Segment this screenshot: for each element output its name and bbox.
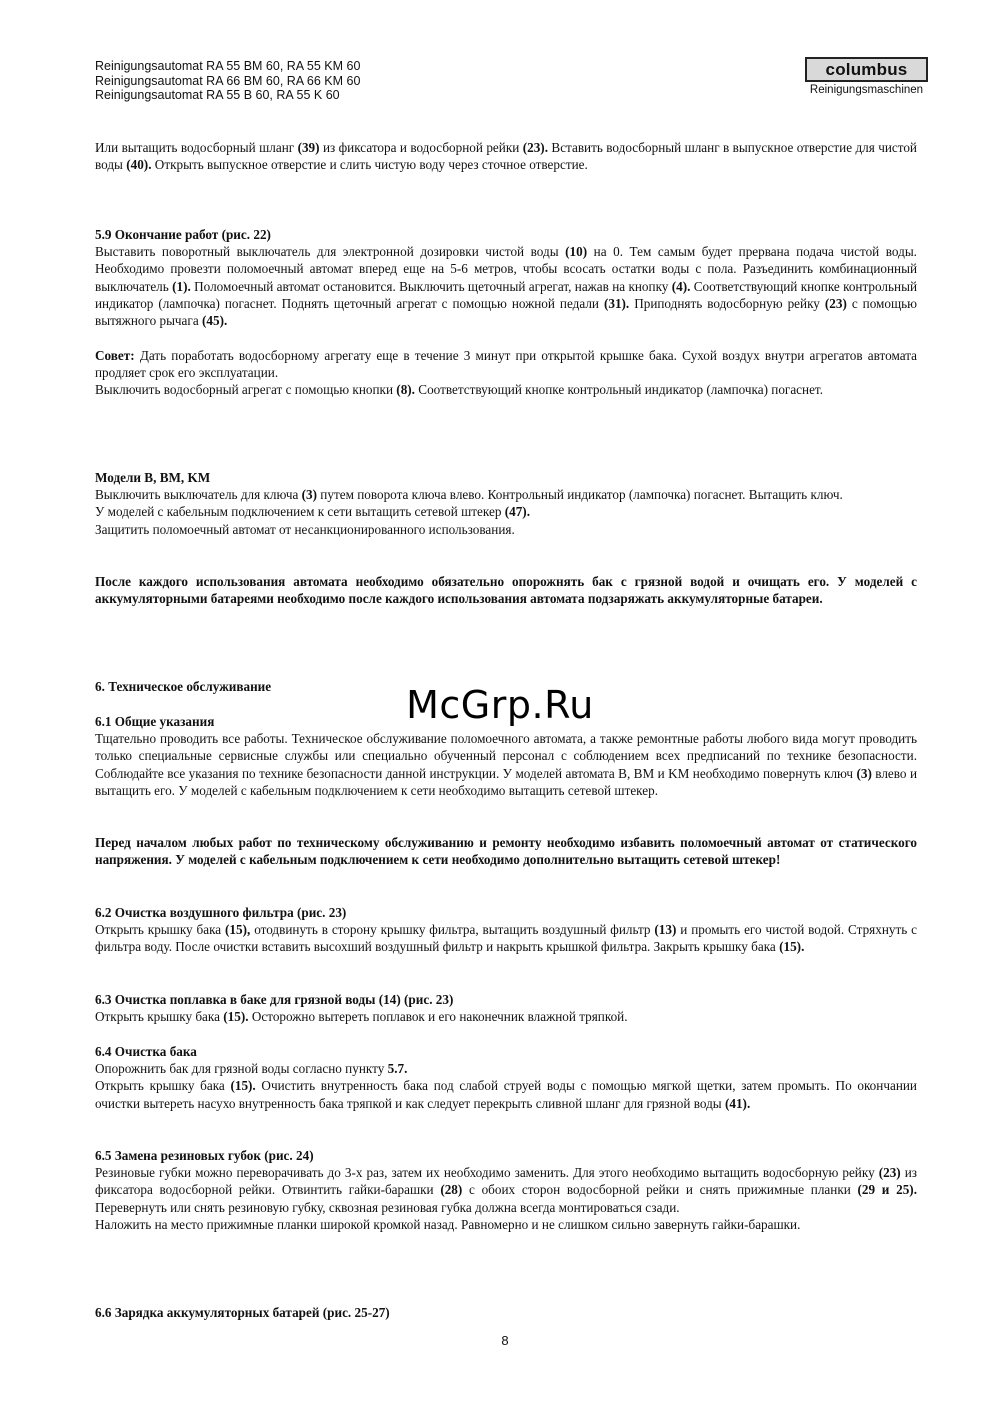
section-6-1-heading: 6.1 Общие указания — [95, 714, 215, 729]
section-6-3-heading: 6.3 Очистка поплавка в баке для грязной воды (14) (рис. 23) — [95, 992, 454, 1007]
document-header — [95, 59, 360, 103]
advice-block — [95, 347, 917, 399]
section-5-9-text: Выставить поворотный выключатель для электронной дозировки чистой воды (10) на 0. Тем самым будет прервана подача чистой воды. Необходимо провезти поломоечный автомат вперед еще на 5-6 метров, чтобы всосать остатки воды с пола. Разъединить комбинационный выключатель (1). Поломоечный автомат остановится. Выключить щеточный агрегат, нажав на кнопку (4). Соответствующий кнопке контрольный индикатор (лампочка) погаснет. Поднять щеточный агрегат с помощью ножной педали (31). Приподнять водосборную рейку (23) с помощью вытяжного рычага (45). — [95, 244, 918, 329]
section-6-6-heading: 6.6 Зарядка аккумуляторных батарей (рис. 25-27) — [95, 1305, 390, 1320]
section-6-5-text-1: Резиновые губки можно переворачивать до 3-х раз, затем их необходимо заменить. Для этого необходимо вытащить водосборную рейку (23) из фиксатора водосборной рейки. Отвинтить гайки-барашки (28) с обоих сторон водосборной рейки и снять прижимные планки (29 и 25). Перевернуть или снять резиновую губку, сквозная резиновая губка должна всегда монтироваться сзади. — [95, 1165, 917, 1215]
section-6-5 — [95, 1147, 917, 1233]
models-text-3: Защитить поломоечный автомат от несанкционированного использования. — [95, 521, 515, 537]
logo-wordmark: columbus — [805, 57, 928, 82]
models-text-1: Выключить выключатель для ключа (3) путем поворота ключа влево. Контрольный индикатор (лампочка) погаснет. Вытащить ключ. — [95, 487, 843, 503]
header-line-2: Reinigungsautomat RA 66 BM 60, RA 66 KM 60 — [95, 73, 361, 88]
advice-text-2: Выключить водосборный агрегат с помощью кнопки (8). Соответствующий кнопке контрольный индикатор (лампочка) погаснет. — [95, 382, 824, 398]
section-6-2-heading: 6.2 Очистка воздушного фильтра (рис. 23) — [95, 905, 347, 920]
models-heading: Модели B, BM, KM — [95, 470, 211, 485]
models-section — [95, 469, 917, 538]
section-6-heading: 6. Техническое обслуживание — [95, 679, 272, 694]
section-6-3-text: Открыть крышку бака (15). Осторожно вытереть поплавок и его наконечник влажной тряпкой. — [95, 1009, 628, 1025]
section-6-4-heading: 6.4 Очистка бака — [95, 1044, 197, 1059]
page-number: 8 — [501, 1333, 509, 1348]
models-text-2: У моделей с кабельным подключением к сети вытащить сетевой штекер (47). — [95, 504, 530, 520]
header-line-1: Reinigungsautomat RA 55 BM 60, RA 55 KM 60 — [95, 59, 361, 73]
watermark: McGrp.Ru — [406, 683, 594, 727]
section-6-4-text-1: Опорожнить бак для грязной воды согласно пункту 5.7. — [95, 1061, 408, 1077]
section-6-5-heading: 6.5 Замена резиновых губок (рис. 24) — [95, 1148, 314, 1163]
section-6-1-text: Тщательно проводить все работы. Техническое обслуживание поломоечного автомата, а также ремонтные работы любого вида могут проводить только специальные сервисные службы или специально обученный персонал с соблюдением всех предписаний по технике безопасности. Соблюдайте все указания по технике безопасности данной инструкции. У моделей автомата B, BM и KM необходимо повернуть ключ (3) влево и вытащить его. У моделей с кабельным подключением к сети необходимо вытащить сетевой штекер. — [95, 731, 917, 798]
section-6-2 — [95, 904, 917, 956]
section-6-2-text: Открыть крышку бака (15), отодвинуть в сторону крышку фильтра, вытащить воздушный фильтр (13) и промыть его чистой водой. Стряхнуть с фильтра воду. После очистки вставить высохший воздушный фильтр и накрыть крышкой фильтра. Закрыть крышку бака (15). — [95, 922, 918, 955]
section-6-4 — [95, 1043, 917, 1112]
advice-text: Совет: Дать поработать водосборному агрегату еще в течение 3 минут при открытой крышке бака. Сухой воздух внутри агрегатов автомата продляет срок его эксплуатации. — [95, 348, 917, 381]
logo-subtitle: Reinigungsmaschinen — [809, 84, 924, 96]
section-6-1-warning: Перед началом любых работ по техническому обслуживанию и ремонту необходимо избавить поломоечный автомат от статического напряжения. У моделей с кабельным подключением к сети необходимо дополнительно вытащить сетевой штекер! — [95, 835, 917, 868]
section-5-9-heading: 5.9 Окончание работ (рис. 22) — [95, 227, 271, 242]
section-6-4-text-2: Открыть крышку бака (15). Очистить внутренность бака под слабой струей воды с помощью мягкой щетки, затем промыть. По окончании очистки вытереть насухо внутренность бака тряпкой и как следует перекрыть сливной шланг для грязной воды (41). — [95, 1078, 917, 1111]
models-warning: После каждого использования автомата необходимо обязательно опорожнять бак с грязной водой и очищать его. У моделей с аккумуляторными батареями необходимо после каждого использования автомата подзаряжать аккумуляторные батареи. — [95, 574, 917, 607]
columbus-logo — [805, 57, 928, 96]
header-line-3: Reinigungsautomat RA 55 B 60, RA 55 K 60 — [95, 88, 340, 102]
intro-paragraph: Или вытащить водосборный шланг (39) из фиксатора и водосборной рейки (23). Вставить водосборный шланг в выпускное отверстие для чистой воды (40). Открыть выпускное отверстие и слить чистую воду через сточное отверстие. — [95, 140, 917, 173]
section-6-5-text-2: Наложить на место прижимные планки широкой кромкой назад. Равномерно и не слишком сильно завернуть гайки-барашки. — [95, 1216, 801, 1232]
section-6-3 — [95, 991, 917, 1025]
section-6-1 — [95, 713, 917, 799]
section-5-9 — [95, 226, 917, 329]
